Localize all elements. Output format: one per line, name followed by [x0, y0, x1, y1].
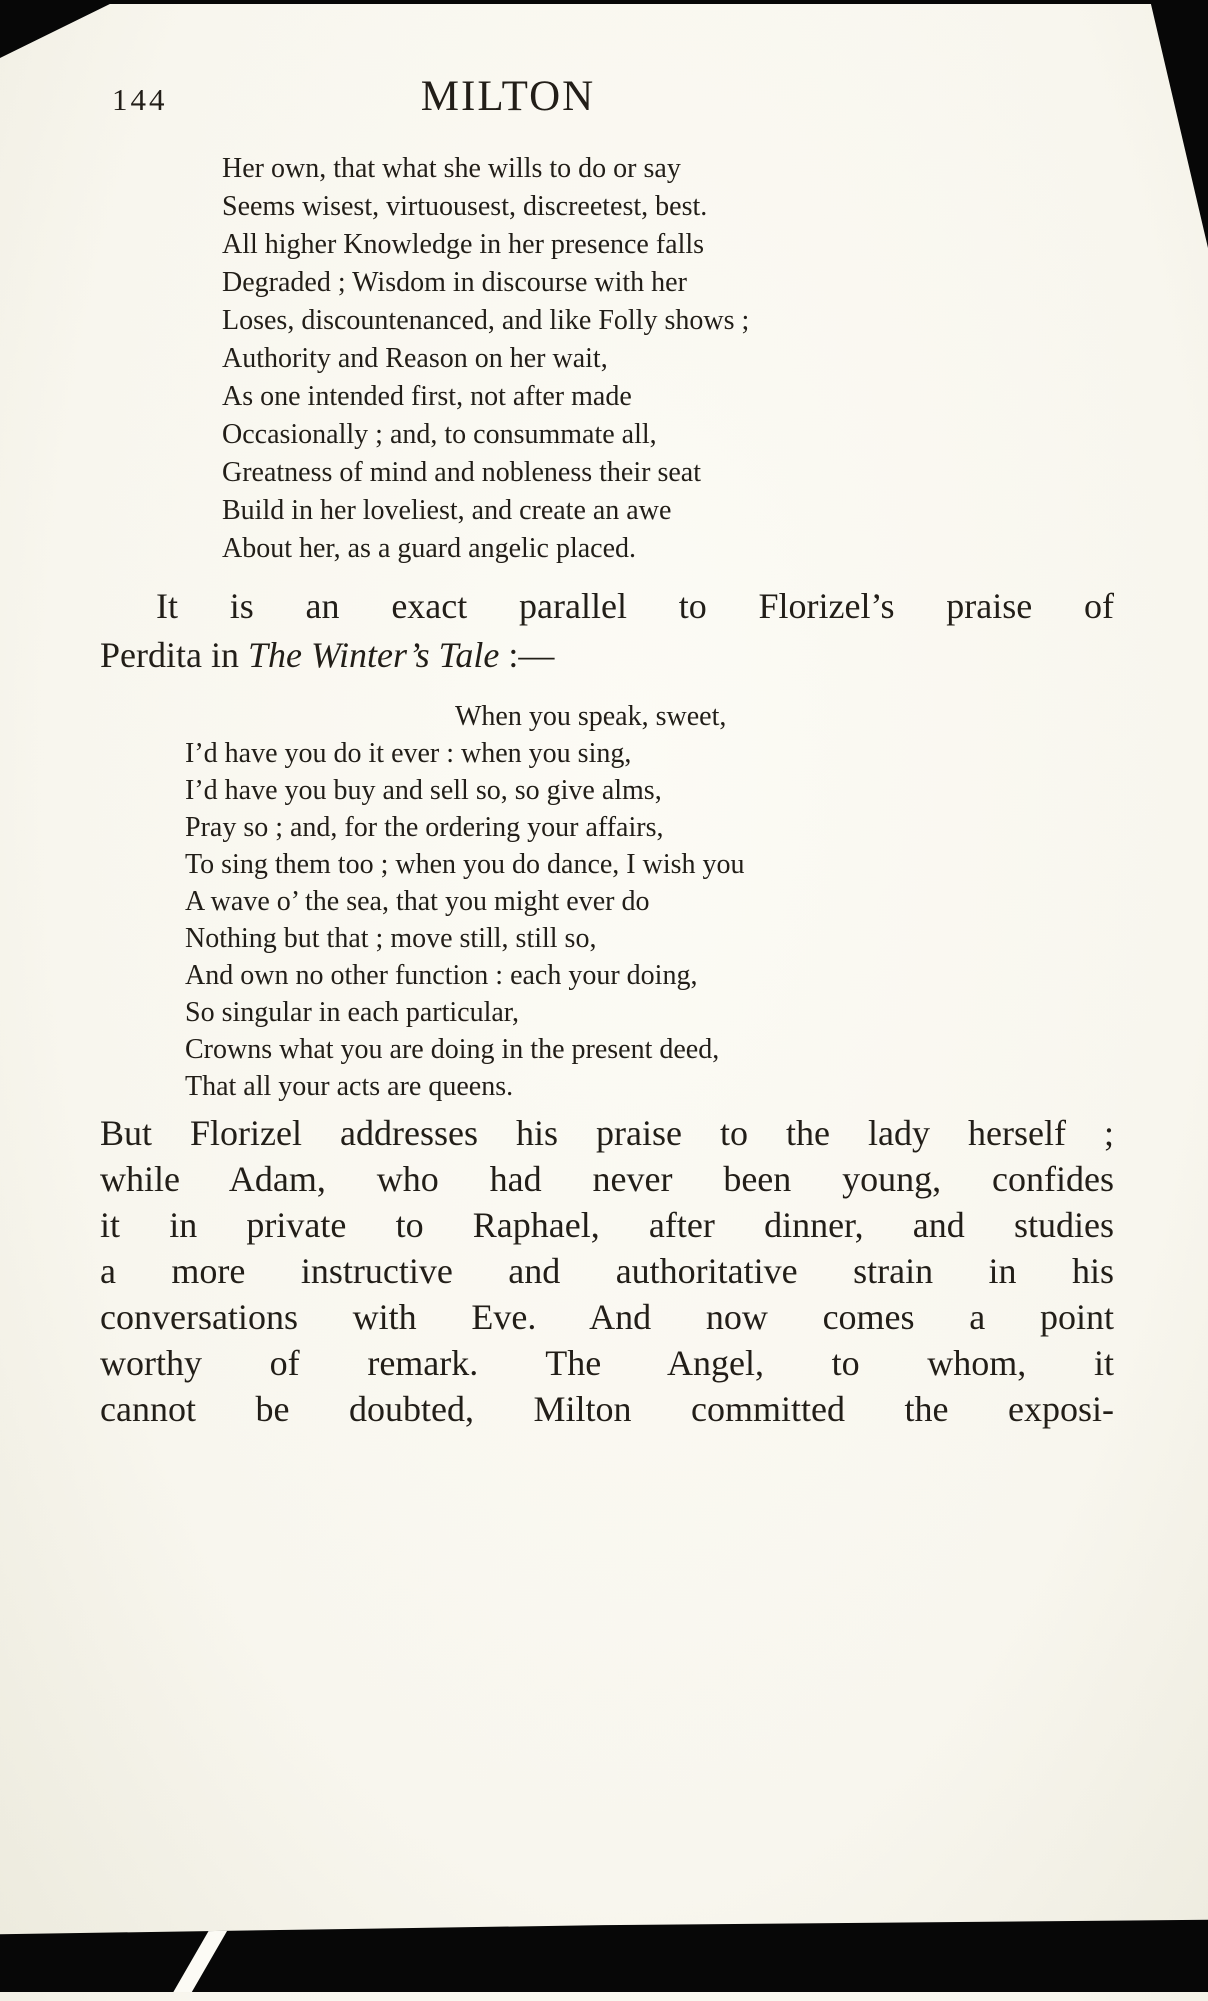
running-header: MILTON: [420, 73, 596, 120]
verse-line: I’d have you buy and sell so, so give alms,: [185, 775, 662, 806]
paragraph-line: It is an exact parallel to Florizel’s praise of: [156, 586, 1114, 626]
scan-corner-top-right: [1150, 0, 1208, 248]
verse-line: A wave o’ the sea, that you might ever do: [185, 886, 650, 917]
verse-quote-winters-tale: [185, 698, 745, 1105]
scan-edge-bottom: [0, 1916, 1208, 1992]
verse-line: Authority and Reason on her wait,: [222, 343, 608, 374]
transition-paragraph: [100, 582, 1114, 680]
closing-paragraph: [100, 1110, 1114, 1432]
verse-line: Greatness of mind and nobleness their seat: [222, 457, 701, 488]
verse-line: Degraded ; Wisdom in discourse with her: [222, 267, 687, 298]
paragraph-line: it in private to Raphael, after dinner, and studies: [100, 1205, 1114, 1245]
scan-edge-top: [0, 0, 1208, 4]
verse-line: Seems wisest, virtuousest, discreetest, best.: [222, 191, 708, 222]
verse-line: Nothing but that ; move still, still so,: [185, 923, 597, 954]
paragraph-line: a more instructive and authoritative strain in his: [100, 1251, 1114, 1291]
verse-line: As one intended first, not after made: [222, 381, 632, 412]
paragraph-line: while Adam, who had never been young, confides: [100, 1159, 1114, 1199]
verse-line: So singular in each particular,: [185, 997, 519, 1028]
verse-line: All higher Knowledge in her presence falls: [222, 229, 705, 260]
verse-line: When you speak, sweet,: [455, 701, 727, 732]
paragraph-line: [100, 631, 1114, 680]
verse-line: Occasionally ; and, to consummate all,: [222, 419, 657, 450]
verse-line: Loses, discountenanced, and like Folly shows ;: [222, 305, 750, 336]
paragraph-line: But Florizel addresses his praise to the lady herself ;: [100, 1113, 1114, 1153]
verse-line: Build in her loveliest, and create an awe: [222, 495, 672, 526]
verse-line: About her, as a guard angelic placed.: [222, 533, 637, 564]
verse-line: To sing them too ; when you do dance, I wish you: [185, 849, 745, 880]
verse-line: Pray so ; and, for the ordering your affairs,: [185, 812, 664, 843]
verse-line: I’d have you do it ever : when you sing,: [185, 738, 632, 769]
paragraph-text: Perdita in: [100, 635, 248, 675]
paragraph-line: cannot be doubted, Milton committed the exposi-: [100, 1389, 1114, 1429]
paragraph-text: :—: [499, 635, 555, 675]
book-title-italic: The Winter’s Tale: [247, 635, 500, 675]
page-number: 144: [112, 82, 168, 117]
paragraph-line: worthy of remark. The Angel, to whom, it: [100, 1343, 1114, 1383]
verse-quote-paradise-lost: [222, 150, 749, 568]
scan-corner-top-left: [0, 0, 118, 58]
verse-line: And own no other function : each your doing,: [185, 960, 698, 991]
verse-line: That all your acts are queens.: [185, 1071, 514, 1102]
paragraph-line: conversations with Eve. And now comes a point: [100, 1297, 1114, 1337]
verse-line: Her own, that what she wills to do or say: [222, 153, 681, 184]
scan-fold-slash: [173, 1896, 243, 2001]
verse-line: Crowns what you are doing in the present deed,: [185, 1034, 720, 1065]
